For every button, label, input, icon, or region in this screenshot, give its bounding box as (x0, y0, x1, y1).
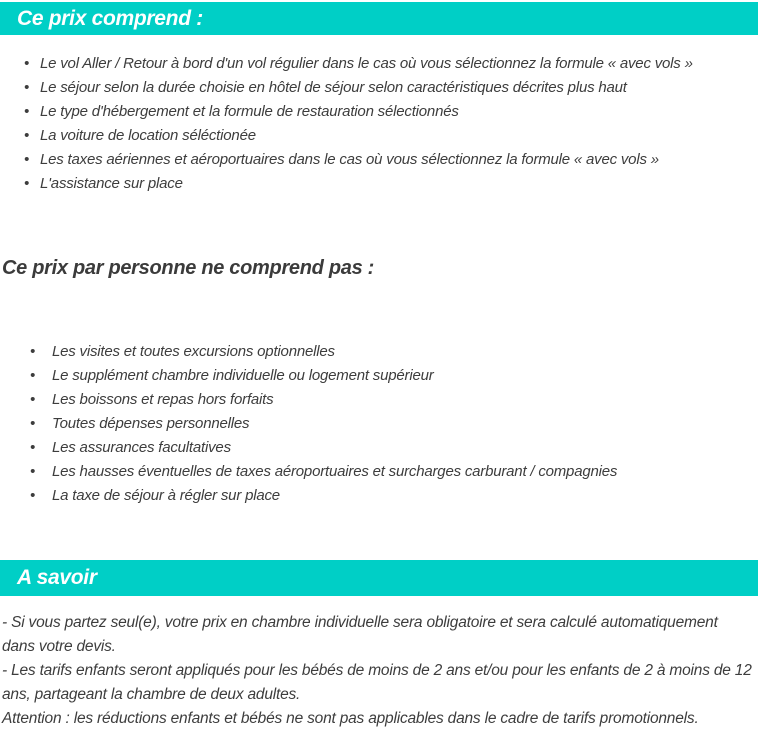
list-item: • Le type d'hébergement et la formule de restauration sélectionnés (0, 100, 758, 124)
note-paragraph: - Les tarifs enfants seront appliqués pour les bébés de moins de 2 ans et/ou pour les enfants de 2 à moins de 12 ans, partageant la chambre de deux adultes. (2, 662, 752, 703)
list-item: • Les assurances facultatives (0, 436, 758, 460)
note-paragraph: - Si vous partez seul(e), votre prix en chambre individuelle sera obligatoire et sera calculé automatiquement dans votre devis. (2, 614, 718, 655)
notes-section-title: A savoir (17, 566, 97, 589)
list-item: • Le séjour selon la durée choisie en hôtel de séjour selon caractéristiques décrites plus haut (0, 76, 758, 100)
notes-text (0, 611, 758, 731)
list-item: • Toutes dépenses personnelles (0, 412, 758, 436)
list-item: • Les boissons et repas hors forfaits (0, 388, 758, 412)
included-section-title: Ce prix comprend : (17, 6, 203, 30)
included-section-header (0, 2, 758, 35)
notes-section-header (0, 560, 758, 596)
included-list (0, 52, 758, 196)
note-paragraph: Attention : les réductions enfants et bébés ne sont pas applicables dans le cadre de tarifs promotionnels. (2, 710, 699, 727)
price-details-page (0, 2, 758, 750)
list-item: • La voiture de location séléctionée (0, 124, 758, 148)
list-item: • Les taxes aériennes et aéroportuaires dans le cas où vous sélectionnez la formule « avec vols » (0, 148, 758, 172)
not-included-section-title: Ce prix par personne ne comprend pas : (2, 257, 375, 279)
list-item: • Les hausses éventuelles de taxes aéroportuaires et surcharges carburant / compagnies (0, 460, 758, 484)
list-item: • La taxe de séjour à régler sur place (0, 484, 758, 508)
list-item: • Le supplément chambre individuelle ou logement supérieur (0, 364, 758, 388)
list-item: • L'assistance sur place (0, 172, 758, 196)
list-item: • Les visites et toutes excursions optionnelles (0, 340, 758, 364)
list-item: • Le vol Aller / Retour à bord d'un vol régulier dans le cas où vous sélectionnez la formule « avec vols » (0, 52, 758, 76)
not-included-list (0, 340, 758, 508)
